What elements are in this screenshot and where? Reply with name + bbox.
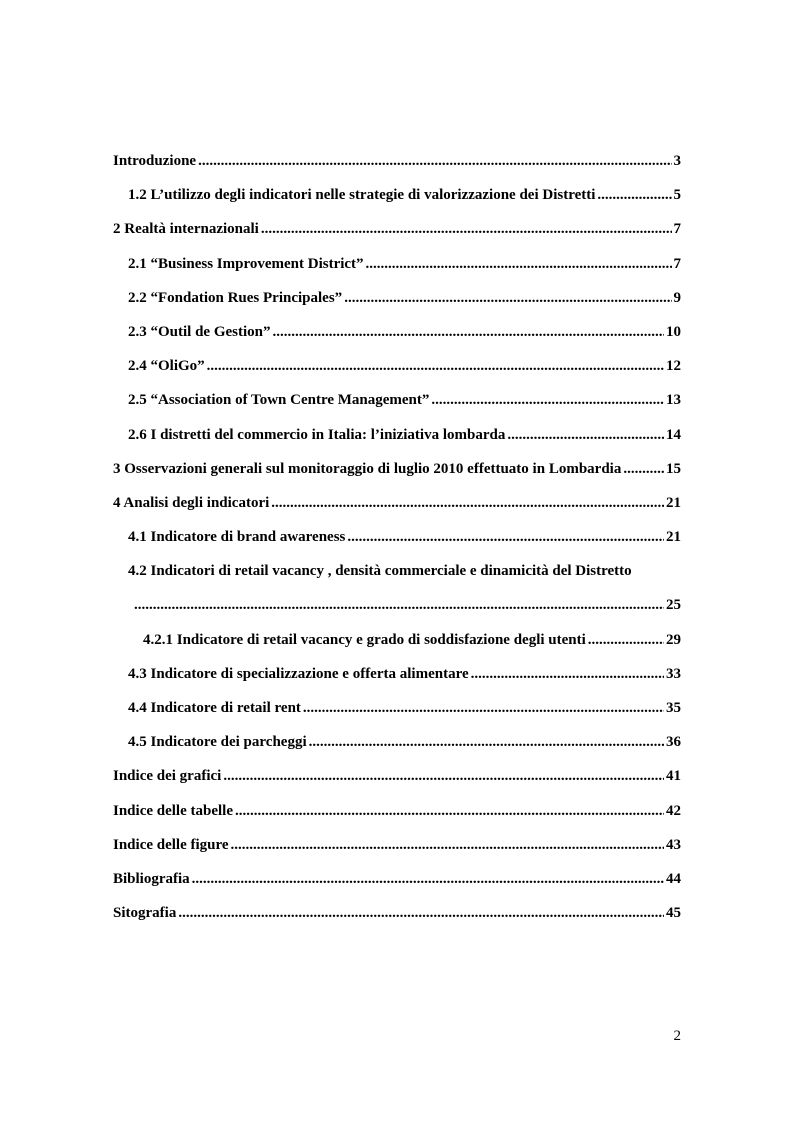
page-number: 2 [673,1028,681,1044]
toc-dot-leader [623,456,664,482]
toc-entry-page: 42 [666,802,681,819]
toc-entry-4-4[interactable] [113,695,681,729]
toc-entry-indice-tabelle[interactable] [113,798,681,832]
toc-entry-page: 29 [666,631,681,648]
toc-entry-page: 7 [673,255,681,272]
toc-entry-title: Bibliografia [113,870,190,887]
toc-entry-title: 1.2 L’utilizzo degli indicatori nelle strategie di valorizzazione dei Distretti [128,187,596,204]
toc-entry-title: Indice delle figure [113,836,229,853]
toc-dot-leader [271,490,664,516]
toc-dot-leader [192,866,664,892]
toc-entry-page: 35 [666,700,681,717]
toc-entry-4-2-1[interactable] [113,627,681,661]
toc-dot-leader [178,900,664,926]
toc-entry-page: 21 [666,529,681,546]
toc-entry-page: 21 [666,494,681,511]
toc-entry-page: 33 [666,665,681,682]
toc-entry-title: 4.1 Indicatore di brand awareness [128,529,346,546]
toc-entry-bibliografia[interactable] [113,866,681,900]
toc-entry-page: 7 [673,221,681,238]
toc-entry-page: 3 [673,153,681,169]
toc-entry-title: Indice dei grafici [113,768,222,785]
toc-entry-page: 5 [673,187,681,204]
toc-dot-leader [207,353,664,379]
toc-entry-title: 4.2.1 Indicatore di retail vacancy e grado di soddisfazione degli utenti [143,631,586,648]
toc-entry-title: 2.5 “Association of Town Centre Management” [128,392,430,409]
toc-dot-leader [273,319,664,345]
toc-entry-title: 2.1 “Business Improvement District” [128,255,364,272]
toc-entry-1-2[interactable] [113,182,681,216]
toc-entry-page: 45 [666,905,681,922]
toc-entry-page: 44 [666,870,681,887]
toc-dot-leader [366,251,672,277]
toc-entry-title: 2.2 “Fondation Rues Principales” [128,289,343,306]
toc-entry-page: 14 [666,426,681,443]
toc-entry-page: 13 [666,392,681,409]
toc-entry-page: 10 [666,323,681,340]
toc-dot-leader [309,729,664,755]
toc-entry-2[interactable] [113,216,681,250]
toc-dot-leader [261,216,672,242]
toc-dot-leader [344,285,671,311]
toc-dot-leader [597,182,671,208]
toc-entry-indice-grafici[interactable] [113,763,681,797]
toc-entry-title: Sitografia [113,905,177,922]
toc-dot-leader [588,627,664,653]
toc-entry-page: 15 [666,460,681,477]
toc-entry-page: 9 [673,289,681,306]
toc-entry-4-5[interactable] [113,729,681,763]
toc-entry-title: 2 Realtà internazionali [113,221,259,238]
toc-dot-leader [223,763,664,789]
toc-entry-sitografia[interactable] [113,900,681,934]
toc-entry-title: Indice delle tabelle [113,802,233,819]
toc-entry-title: 4.2 Indicatori di retail vacancy , densità commerciale e dinamicità del Distretto [128,563,632,580]
toc-entry-2-6[interactable] [113,422,681,456]
toc-entry-page: 36 [666,734,681,751]
toc-dot-leader [507,422,664,448]
toc-entry-title: 4 Analisi degli indicatori [113,494,270,511]
toc-entry-title: Introduzione [113,153,197,169]
toc-dot-leader [134,592,664,618]
toc-entry-page: 12 [666,358,681,375]
toc-dot-leader [231,832,664,858]
toc-entry-introduzione[interactable] [113,148,681,182]
toc-dot-leader [471,661,664,687]
toc-dot-leader [347,524,664,550]
toc-entry-2-3[interactable] [113,319,681,353]
toc-dot-leader [235,798,664,824]
toc-dot-leader [198,148,671,174]
toc-entry-title: 4.3 Indicatore di specializzazione e offerta alimentare [128,665,469,682]
toc-entry-title: 4.5 Indicatore dei parcheggi [128,734,307,751]
toc-entry-title: 3 Osservazioni generali sul monitoraggio di luglio 2010 effettuato in Lombardia [113,460,622,477]
toc-entry-2-4[interactable] [113,353,681,387]
toc-entry-4[interactable] [113,490,681,524]
toc-entry-page: 25 [666,597,681,614]
toc-dot-leader [303,695,664,721]
toc-entry-2-5[interactable] [113,387,681,421]
toc-dot-leader [431,387,664,413]
toc-entry-title: 2.4 “OliGo” [128,358,205,375]
toc-entry-4-3[interactable] [113,661,681,695]
table-of-contents [113,148,681,934]
toc-entry-title: 2.6 I distretti del commercio in Italia: l’iniziativa lombarda [128,426,506,443]
toc-entry-page: 43 [666,836,681,853]
toc-entry-page: 41 [666,768,681,785]
toc-entry-4-1[interactable] [113,524,681,558]
toc-entry-title: 4.4 Indicatore di retail rent [128,700,301,717]
toc-entry-2-1[interactable] [113,251,681,285]
toc-entry-indice-figure[interactable] [113,832,681,866]
toc-entry-title: 2.3 “Outil de Gestion” [128,323,271,340]
toc-entry-2-2[interactable] [113,285,681,319]
toc-entry-3[interactable] [113,456,681,490]
toc-entry-4-2[interactable] [113,558,681,626]
